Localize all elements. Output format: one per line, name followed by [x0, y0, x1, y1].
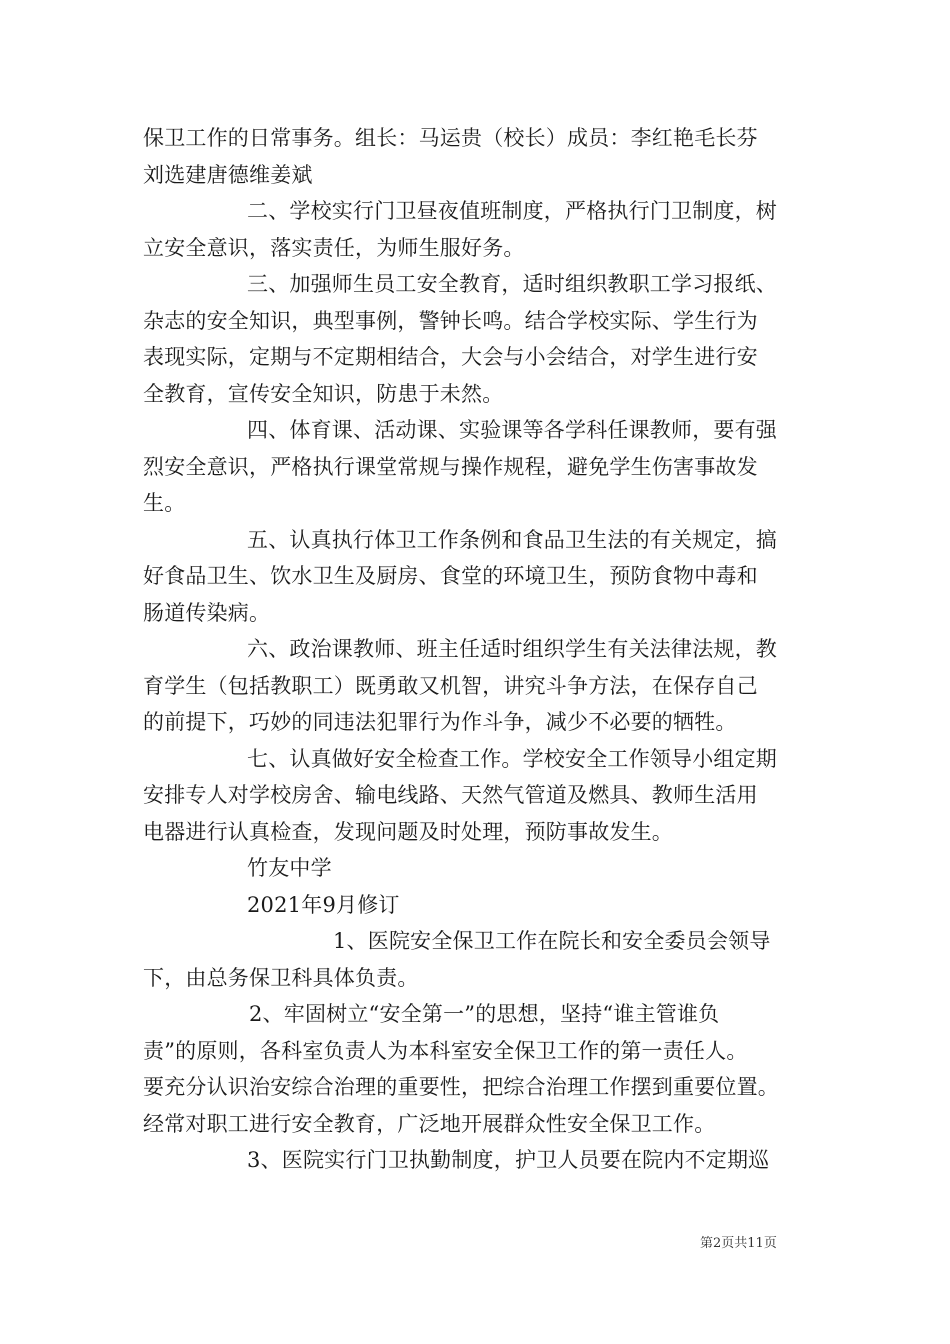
text-line: 二、学校实行门卫昼夜值班制度，严格执行门卫制度，树 — [247, 199, 777, 223]
text-line: 表现实际，定期与不定期相结合，大会与小会结合，对学生进行安 — [143, 345, 758, 369]
text-line: 育学生（包括教职工）既勇敢又机智，讲究斗争方法，在保存自己 — [143, 673, 758, 698]
signature-school: 竹友中学 — [247, 856, 332, 880]
revision-date: 2021年9月修订 — [247, 892, 400, 917]
text-line: 电器进行认真检查，发现问题及时处理，预防事故发生。 — [143, 819, 673, 844]
text-line: 七、认真做好安全检查工作。学校安全工作领导小组定期 — [247, 746, 777, 771]
text-line: 经常对职工进行安全教育，广泛地开展群众性安全保卫工作。 — [143, 1111, 716, 1136]
text-line: 四、体育课、活动课、实验课等各学科任课教师，要有强 — [247, 418, 777, 442]
text-line: 2、牢固树立“安全第一”的思想，坚持“谁主管谁负 — [249, 1002, 720, 1026]
text-line: 立安全意识，落实责任，为师生服好务。 — [143, 235, 525, 260]
text-line: 生。 — [143, 491, 186, 515]
text-line: 五、认真执行体卫工作条例和食品卫生法的有关规定，搞 — [247, 527, 777, 552]
text-line: 六、政治课教师、班主任适时组织学生有关法律法规，教 — [247, 637, 777, 661]
text-line: 全教育，宣传安全知识，防患于未然。 — [143, 381, 504, 406]
text-line: 杂志的安全知识，典型事例，警钟长鸣。结合学校实际、学生行为 — [143, 308, 758, 333]
text-line: 1、医院安全保卫工作在院长和安全委员会领导 — [333, 929, 771, 953]
text-line: 要充分认识治安综合治理的重要性，把综合治理工作摆到重要位置。 — [143, 1075, 779, 1099]
text-line: 责”的原则，各科室负责人为本科室安全保卫工作的第一责任人。 — [143, 1038, 748, 1063]
text-line: 3、医院实行门卫执勤制度，护卫人员要在院内不定期巡 — [247, 1148, 770, 1172]
text-line: 肠道传染病。 — [143, 600, 271, 625]
text-line: 三、加强师生员工安全教育，适时组织教职工学习报纸、 — [247, 272, 777, 296]
text-line: 下，由总务保卫科具体负责。 — [143, 965, 419, 990]
text-line: 安排专人对学校房舍、输电线路、天然气管道及燃具、教师生活用 — [143, 783, 758, 807]
text-line: 好食品卫生、饮水卫生及厨房、食堂的环境卫生，预防食物中毒和 — [143, 564, 758, 588]
text-line: 烈安全意识，严格执行课堂常规与操作规程，避免学生伤害事故发 — [143, 454, 758, 479]
page-number: 第2页共11页 — [700, 1236, 777, 1251]
document-body — [143, 120, 823, 1179]
text-line: 的前提下，巧妙的同违法犯罪行为作斗争，减少不必要的牺牲。 — [143, 710, 737, 734]
text-line: 保卫工作的日常事务。组长：马运贵（校长）成员：李红艳毛长芬 — [143, 126, 758, 150]
text-line: 刘选建唐德维姜斌 — [143, 162, 313, 187]
